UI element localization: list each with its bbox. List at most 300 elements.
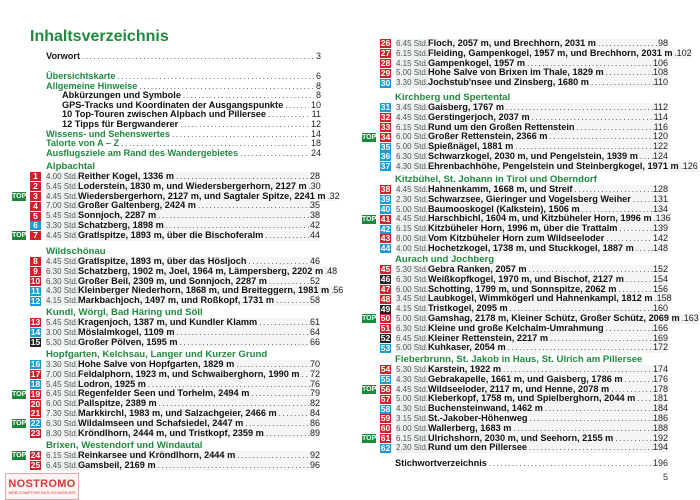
section-heading: Hopfgarten, Kelchsau, Langer und Kurzer Grund bbox=[46, 349, 268, 360]
tour-duration: 4.30 Std. bbox=[46, 286, 79, 296]
intro-label: Wissens- und Sehenswertes bbox=[46, 128, 170, 139]
dot-leader bbox=[489, 459, 651, 469]
top-tour-badge: TOP bbox=[362, 385, 377, 393]
tour-page: 172 bbox=[652, 342, 668, 353]
tour-title: Spießnägel, 1881 m bbox=[428, 141, 514, 152]
tour-duration: 6.15 Std. bbox=[396, 224, 429, 234]
dot-leader bbox=[277, 409, 310, 419]
tour-title: Wildalmseen und Schafsiedel, 2447 m bbox=[78, 417, 244, 428]
tour-title: Kröndlhorn, 2444 m, und Tristkopf, 2359 m bbox=[78, 427, 264, 438]
intro-label: Abkürzungen und Symbole bbox=[62, 90, 181, 101]
tour-title: Reinkarsee und Kröndlhorn, 2444 m bbox=[78, 450, 236, 460]
tour-number-badge: 4 bbox=[30, 202, 41, 211]
tour-title: Harschbichl, 1604 m, und Kitzbüheler Horn, 1996 m bbox=[428, 213, 652, 224]
tour-title: Kragenjoch, 1387 m, und Kundler Klamm bbox=[78, 317, 258, 327]
toc-entry[interactable] bbox=[361, 78, 668, 88]
tour-duration: 6.30 Std. bbox=[46, 276, 79, 286]
tour-number-badge: 16 bbox=[30, 359, 41, 370]
tour-title: Kleine und große Kelchalm-Umrahmung bbox=[428, 322, 604, 333]
toc-entry[interactable] bbox=[361, 343, 668, 353]
top-tour-badge: TOP bbox=[12, 192, 27, 200]
tour-title: Markbachjoch, 1497 m, und Roßkopf, 1731 m bbox=[78, 295, 275, 306]
dot-leader bbox=[180, 120, 309, 130]
dot-leader bbox=[543, 404, 653, 414]
tour-duration: 2.30 Std. bbox=[396, 443, 429, 453]
dot-leader bbox=[235, 451, 310, 461]
tour-number-badge: 24 bbox=[30, 450, 41, 461]
tour-duration: 4.00 Std. bbox=[46, 172, 79, 181]
top-tour-badge: TOP bbox=[12, 420, 27, 428]
dot-leader bbox=[623, 375, 653, 385]
tour-duration: 3.00 Std. bbox=[46, 327, 79, 337]
tour-title: Kleinberger Niederhorn, 1868 m, und Breiteggern, 1981 m bbox=[78, 285, 330, 296]
tour-title: Baumooskogel (Kalkstein), 1506 m bbox=[428, 203, 580, 214]
dot-leader bbox=[300, 370, 310, 380]
tour-page: 134 bbox=[652, 203, 668, 214]
index-page: 196 bbox=[652, 458, 668, 468]
tour-title: Sonnjoch, 2287 m bbox=[78, 210, 157, 221]
tour-duration: 6.15 Std. bbox=[396, 122, 429, 132]
tour-title: Wiedersbergerhorn, 2127 m, und Sagtaler Spitze, 2241 m bbox=[78, 190, 326, 201]
page-number: 5 bbox=[662, 472, 668, 482]
intro-entry[interactable] bbox=[46, 52, 321, 62]
tour-page: 156 bbox=[652, 283, 668, 294]
intro-page: 14 bbox=[310, 128, 321, 139]
tour-title: Gamsbeil, 2169 m bbox=[78, 459, 156, 470]
tour-number-badge: 7 bbox=[30, 231, 41, 240]
watermark-name: NOSTROMO bbox=[8, 478, 76, 490]
tour-number-badge: 51 bbox=[380, 323, 391, 334]
intro-page: 3 bbox=[315, 51, 321, 61]
tour-page: 112 bbox=[653, 102, 668, 112]
tour-title: Wallerberg, 1683 m bbox=[428, 422, 512, 433]
tour-title: Gaisberg, 1767 m bbox=[428, 102, 505, 112]
tour-number-badge: 26 bbox=[380, 38, 391, 49]
tour-duration: 5.30 Std. bbox=[396, 365, 429, 374]
toc-section bbox=[11, 246, 344, 306]
dot-leader bbox=[249, 389, 310, 399]
intro-page: 12 bbox=[310, 119, 321, 129]
tour-number-badge: 29 bbox=[380, 67, 391, 78]
toc-section bbox=[11, 440, 320, 471]
toc-entry[interactable] bbox=[11, 338, 320, 348]
tour-title: Karstein, 1922 m bbox=[428, 364, 502, 374]
tour-title: Reither Kogel, 1336 m bbox=[78, 171, 174, 181]
dot-leader bbox=[548, 334, 653, 344]
tour-duration: 5.30 Std. bbox=[46, 337, 79, 347]
section-heading: Brixen, Westendorf und Windautal bbox=[46, 440, 203, 451]
tour-duration: 6.00 Std. bbox=[46, 399, 79, 409]
toc-entry[interactable] bbox=[11, 370, 320, 380]
tour-duration: 7.00 Std. bbox=[46, 369, 79, 379]
tour-page: 72 bbox=[309, 368, 320, 379]
tour-page: 89 bbox=[309, 427, 320, 438]
tour-title: Gratlspitze, 1893 m, über das Hösljoch bbox=[78, 256, 247, 266]
intro-label: 10 Top-Touren zwischen Alpbach und Pillersee bbox=[62, 109, 267, 120]
tour-number-badge: 28 bbox=[380, 57, 391, 68]
tour-duration: 3.45 Std. bbox=[396, 294, 429, 304]
tour-number-badge: 31 bbox=[380, 102, 391, 113]
dot-leader bbox=[156, 461, 310, 471]
tour-duration: 6.45 Std. bbox=[46, 460, 79, 470]
tour-duration: 6.30 Std. bbox=[396, 151, 429, 161]
tour-page: 82 bbox=[309, 398, 320, 409]
tour-title: Vom Kitzbüheler Horn zum Wildseeloder bbox=[428, 232, 605, 243]
tour-duration: 6.00 Std. bbox=[396, 423, 429, 433]
tour-page: 108 bbox=[652, 67, 668, 78]
tour-page: 186 bbox=[652, 412, 668, 423]
tour-number-badge: 59 bbox=[380, 413, 391, 424]
tour-duration: 5.00 Std. bbox=[396, 204, 429, 214]
tour-title: Möslalmkogel, 1109 m bbox=[78, 326, 175, 337]
toc-entry[interactable] bbox=[361, 132, 668, 142]
tour-page: 166 bbox=[652, 322, 668, 333]
tour-page: 28 bbox=[309, 171, 320, 181]
tour-title: Kitzbüheler Horn, 1996 m, über die Trattalm bbox=[428, 223, 618, 234]
tour-page: 114 bbox=[653, 111, 668, 122]
page-title: Inhaltsverzeichnis bbox=[30, 28, 169, 45]
toc-entry[interactable] bbox=[11, 201, 320, 211]
tour-duration: 4.30 Std. bbox=[396, 404, 429, 414]
tour-title: Schatzberg, 1902 m, Joel, 1964 m, Lämpersberg, 2202 m bbox=[78, 265, 324, 276]
dot-leader bbox=[635, 394, 653, 404]
tour-title: Gamshag, 2178 m, Kleiner Schütz, Großer Schütz, 2069 m bbox=[428, 312, 680, 323]
tour-duration: 5.00 Std. bbox=[396, 343, 429, 353]
dot-leader bbox=[268, 110, 310, 120]
tour-duration: 5.45 Std. bbox=[46, 181, 79, 191]
tour-duration: 5.45 Std. bbox=[46, 318, 79, 327]
tour-duration: 6.30 Std. bbox=[396, 274, 429, 284]
tour-page: 160 bbox=[652, 303, 668, 314]
dot-leader bbox=[285, 101, 309, 111]
tour-title: Floch, 2057 m, und Brechhorn, 2031 m bbox=[428, 38, 596, 48]
intro-label: Talorte von A – Z bbox=[46, 138, 120, 149]
tour-duration: 4.15 Std. bbox=[396, 58, 429, 68]
tour-number-badge: 48 bbox=[380, 293, 391, 304]
intro-page: 8 bbox=[315, 90, 321, 101]
tour-page: 174 bbox=[652, 364, 668, 374]
tour-duration: 4.45 Std. bbox=[46, 257, 79, 266]
tour-number-badge: 55 bbox=[380, 374, 391, 385]
toc-entry[interactable] bbox=[11, 389, 320, 399]
tour-number-badge: 47 bbox=[380, 283, 391, 294]
tour-page: 116 bbox=[653, 121, 668, 132]
tour-page: 122 bbox=[652, 141, 668, 152]
tour-page: 178 bbox=[652, 383, 668, 394]
dot-leader bbox=[264, 429, 310, 439]
tour-title: Kleberkopf, 1758 m, und Spielberghorn, 2044 m bbox=[428, 393, 636, 404]
dot-leader bbox=[178, 338, 310, 348]
tour-title: Schwarzsee, Gieringer und Vogelsberg Weiher bbox=[428, 193, 631, 204]
section-heading: Aurach und Jochberg bbox=[395, 254, 495, 265]
tour-number-badge: 15 bbox=[30, 336, 41, 347]
tour-page: 98 bbox=[657, 38, 668, 48]
tour-page: 64 bbox=[309, 326, 320, 337]
toc-entry[interactable] bbox=[11, 231, 320, 241]
dot-leader bbox=[547, 132, 652, 142]
toc-entry[interactable] bbox=[11, 461, 320, 471]
tour-number-badge: 25 bbox=[30, 460, 41, 471]
tour-duration: 5.00 Std. bbox=[396, 313, 429, 323]
tour-duration: 6.15 Std. bbox=[46, 451, 79, 460]
tour-number-badge: 38 bbox=[380, 184, 391, 195]
tour-duration: 6.30 Std. bbox=[396, 323, 429, 333]
tour-number-badge: 49 bbox=[380, 303, 391, 314]
tour-number-badge: 35 bbox=[380, 141, 391, 152]
tour-number-badge: 37 bbox=[380, 161, 391, 172]
index-entry[interactable] bbox=[395, 459, 668, 469]
toc-entry[interactable] bbox=[361, 443, 668, 453]
tour-duration: 5.00 Std. bbox=[396, 394, 429, 404]
tour-page: 131 bbox=[652, 193, 668, 204]
tour-number-badge: 52 bbox=[380, 332, 391, 343]
tour-page: 76 bbox=[309, 378, 320, 389]
tour-duration: 3.30 Std. bbox=[46, 360, 79, 369]
dot-leader bbox=[117, 72, 314, 82]
tour-title: Jochstub'nsee und Zinsberg, 1680 m bbox=[428, 77, 589, 88]
tour-number-badge: 21 bbox=[30, 408, 41, 419]
intro-label: Ausflugsziele am Rand des Wandergebietes bbox=[46, 147, 239, 158]
tour-page: 61 bbox=[309, 317, 320, 327]
tour-duration: 4.45 Std. bbox=[46, 191, 79, 201]
tour-page: 124 bbox=[652, 150, 668, 161]
section-heading: Alpbachtal bbox=[46, 161, 96, 172]
intro-label: 12 Tipps für Bergwanderer bbox=[62, 119, 179, 129]
dot-leader bbox=[257, 318, 310, 328]
tour-number-badge: 42 bbox=[380, 223, 391, 234]
tour-duration: 4.00 Std. bbox=[396, 243, 429, 253]
tour-duration: 3.30 Std. bbox=[396, 78, 429, 88]
tour-title: Weißkopfkogel, 1970 m, und Bischof, 2127 m bbox=[428, 273, 624, 284]
tour-page: 30 bbox=[310, 180, 321, 191]
tour-title: Schwarzkogel, 2030 m, und Pengelstein, 1939 m bbox=[428, 150, 638, 161]
top-tour-badge: TOP bbox=[362, 133, 377, 141]
toc-entry[interactable] bbox=[11, 451, 320, 461]
tour-number-badge: 40 bbox=[380, 203, 391, 214]
tour-number-badge: 46 bbox=[380, 274, 391, 285]
tour-page: 181 bbox=[652, 393, 668, 404]
tour-duration: 3.30 Std. bbox=[46, 220, 79, 230]
tour-number-badge: 43 bbox=[380, 233, 391, 244]
tour-page: 110 bbox=[653, 77, 668, 88]
tour-page: 38 bbox=[309, 210, 320, 221]
tour-number-badge: 22 bbox=[30, 418, 41, 429]
tour-number-badge: 39 bbox=[380, 194, 391, 205]
dot-leader bbox=[274, 296, 310, 306]
tour-duration: 5.00 Std. bbox=[396, 142, 429, 152]
top-tour-badge: TOP bbox=[12, 390, 27, 398]
tour-duration: 5.45 Std. bbox=[46, 211, 79, 221]
tour-number-badge: 61 bbox=[380, 432, 391, 443]
tour-number-badge: 11 bbox=[31, 285, 40, 296]
tour-number-badge: 50 bbox=[380, 313, 391, 324]
tour-title: Gebrakapelle, 1661 m, und Gaisberg, 1786 m bbox=[428, 373, 623, 384]
tour-title: Schatzberg, 1898 m bbox=[78, 219, 164, 230]
tour-page: 70 bbox=[309, 359, 320, 369]
tour-title: Hochetzkogel, 1738 m, und Stuckkogel, 1887 m bbox=[428, 242, 634, 253]
tour-page: 52 bbox=[309, 275, 320, 286]
tour-duration: 6.00 Std. bbox=[396, 284, 429, 294]
dot-leader bbox=[613, 434, 653, 444]
tour-number-badge: 41 bbox=[380, 213, 391, 224]
tour-duration: 4.15 Std. bbox=[46, 296, 79, 306]
toc-entry[interactable] bbox=[361, 293, 672, 304]
tour-number-badge: 56 bbox=[380, 383, 391, 394]
index-label: Stichwortverzeichnis bbox=[395, 458, 487, 468]
tour-page: 184 bbox=[652, 403, 668, 414]
tour-page: 188 bbox=[652, 422, 668, 433]
dot-leader bbox=[263, 231, 310, 241]
tour-duration: 4.45 Std. bbox=[46, 230, 79, 240]
dot-leader bbox=[527, 443, 653, 453]
toc-section bbox=[361, 174, 671, 254]
tour-page: 84 bbox=[309, 407, 320, 418]
tour-page: 106 bbox=[652, 57, 668, 68]
tour-number-badge: 36 bbox=[380, 151, 391, 162]
toc-section bbox=[11, 349, 320, 438]
tour-title: Rund um den Großen Rettenstein bbox=[428, 121, 575, 132]
toc-section bbox=[361, 254, 699, 353]
tour-number-badge: 17 bbox=[30, 369, 41, 380]
dot-leader bbox=[156, 211, 310, 221]
tour-duration: 4.30 Std. bbox=[396, 374, 429, 384]
tour-number-badge: 18 bbox=[30, 378, 41, 389]
tour-number-badge: 12 bbox=[30, 295, 41, 306]
tour-number-badge: 13 bbox=[30, 317, 41, 328]
toc-entry[interactable] bbox=[361, 244, 668, 254]
tour-number-badge: 45 bbox=[380, 264, 391, 275]
tour-page: 142 bbox=[652, 232, 668, 243]
dot-leader bbox=[172, 130, 309, 140]
tour-page: 154 bbox=[652, 273, 668, 284]
intro-page: 6 bbox=[315, 71, 321, 81]
intro-page: 18 bbox=[310, 138, 321, 149]
tour-duration: 4.45 Std. bbox=[396, 214, 429, 224]
tour-page: 58 bbox=[309, 295, 320, 306]
tour-page: 136 bbox=[655, 213, 671, 224]
tour-title: Hohe Salve von Hopfgarten, 1829 m bbox=[78, 359, 235, 369]
tour-title: Kuhkaser, 2054 m bbox=[428, 342, 506, 353]
tour-page: 194 bbox=[652, 442, 668, 453]
tour-duration: 4.45 Std. bbox=[396, 112, 429, 122]
tour-duration: 4.30 Std. bbox=[396, 161, 429, 171]
tour-page: 102 bbox=[676, 47, 692, 58]
tour-page: 56 bbox=[333, 285, 344, 296]
tour-page: 139 bbox=[652, 223, 668, 234]
toc-entry[interactable] bbox=[11, 211, 320, 221]
tour-number-badge: 58 bbox=[380, 403, 391, 414]
tour-title: Loderstein, 1830 m, und Wiedersbergerhorn, 2127 m bbox=[78, 180, 307, 191]
tour-duration: 4.45 Std. bbox=[396, 185, 429, 194]
toc-section bbox=[361, 354, 668, 453]
tour-duration: 3.45 Std. bbox=[396, 103, 429, 112]
tour-title: Feldalphorn, 1923 m, und Schwaiberghorn, 1990 m bbox=[78, 368, 300, 379]
section-heading: Fieberbrunn, St. Jakob in Haus, St. Ulrich am Pillersee bbox=[395, 354, 643, 365]
intro-page: 10 bbox=[310, 99, 321, 110]
tour-duration: 6.30 Std. bbox=[46, 266, 79, 276]
toc-section-continued bbox=[361, 38, 692, 88]
toc-entry[interactable] bbox=[361, 334, 668, 344]
tour-number-badge: 62 bbox=[380, 442, 391, 453]
dot-leader bbox=[240, 149, 309, 159]
toc-entry[interactable] bbox=[361, 160, 698, 172]
section-heading: Kitzbühel, St. Johann in Tirol und Oberndorf bbox=[395, 174, 597, 185]
tour-page: 66 bbox=[309, 336, 320, 347]
section-heading: Wildschönau bbox=[46, 246, 106, 257]
tour-number-badge: 27 bbox=[380, 48, 391, 59]
dot-leader bbox=[506, 343, 653, 353]
tour-number-badge: 60 bbox=[380, 423, 391, 434]
tour-page: 92 bbox=[309, 450, 320, 460]
tour-number-badge: 33 bbox=[380, 121, 391, 132]
tour-number-badge: 54 bbox=[380, 364, 391, 375]
top-tour-badge: TOP bbox=[12, 452, 27, 460]
tour-title: Gebra Ranken, 2057 m bbox=[428, 264, 527, 274]
top-tour-badge: TOP bbox=[362, 215, 377, 223]
tour-number-badge: 53 bbox=[380, 342, 391, 353]
toc-section bbox=[11, 307, 320, 347]
tour-number-badge: 32 bbox=[380, 112, 391, 123]
dot-leader bbox=[575, 123, 654, 133]
intro-label: Vorwort bbox=[46, 51, 81, 61]
tour-number-badge: 3 bbox=[30, 192, 41, 201]
dot-leader bbox=[196, 201, 310, 211]
tour-title: Großer Rettenstein, 2366 m bbox=[428, 131, 548, 142]
tour-page: 163 bbox=[683, 312, 699, 323]
tour-page: 42 bbox=[309, 219, 320, 230]
tour-page: 126 bbox=[682, 160, 698, 171]
tour-title: Regenfelder Seen und Torhelm, 2494 m bbox=[78, 388, 250, 399]
tour-page: 46 bbox=[309, 256, 320, 266]
tour-number-badge: 9 bbox=[30, 267, 41, 276]
intro-entry[interactable] bbox=[46, 149, 321, 159]
tour-duration: 5.00 Std. bbox=[396, 68, 429, 78]
tour-number-badge: 30 bbox=[380, 77, 391, 88]
tour-duration: 8.00 Std. bbox=[396, 233, 429, 243]
tour-duration: 7.00 Std. bbox=[46, 201, 79, 211]
tour-duration: 6.45 Std. bbox=[396, 333, 429, 343]
tour-title: Wildseeloder, 2117 m, und Henne, 2078 m bbox=[428, 383, 610, 394]
tour-title: Gerstingerjoch, 2037 m bbox=[428, 111, 530, 122]
toc-entry[interactable] bbox=[361, 414, 668, 424]
dot-leader bbox=[604, 324, 653, 334]
tour-duration: 8.30 Std. bbox=[46, 428, 79, 438]
tour-title: Schotting, 1799 m, und Sonnspitze, 2062 m bbox=[428, 283, 617, 294]
section-heading: Kirchberg und Spertental bbox=[395, 92, 511, 103]
tour-page: 152 bbox=[652, 264, 668, 274]
toc-entry[interactable] bbox=[11, 296, 320, 306]
tour-duration: 6.30 Std. bbox=[46, 418, 79, 428]
intro-label: GPS-Tracks und Koordinaten der Ausgangspunkte bbox=[62, 99, 284, 110]
tour-title: Großer Pölven, 1595 m bbox=[78, 336, 178, 347]
tour-title: Tristkogel, 2095 m bbox=[428, 303, 508, 314]
tour-title: Buchensteinwand, 1462 m bbox=[428, 403, 543, 414]
toc-entry[interactable] bbox=[11, 429, 320, 439]
tour-title: Großer Beil, 2309 m, und Sonnjoch, 2287 m bbox=[78, 275, 267, 286]
tour-title: Markkirchl, 1983 m, und Salzachgeier, 2466 m bbox=[78, 407, 277, 418]
tour-title: Hohe Salve von Brixen im Thale, 1829 m bbox=[428, 67, 604, 78]
tour-title: Rund um den Pillersee bbox=[428, 442, 528, 453]
tour-page: 192 bbox=[652, 432, 668, 443]
tour-page: 176 bbox=[652, 373, 668, 384]
watermark-logo bbox=[5, 473, 79, 500]
tour-title: Laubkogel, Wimmkögerl und Hahnenkampl, 1812 m bbox=[428, 293, 653, 304]
tour-duration: 7.30 Std. bbox=[46, 408, 79, 418]
tour-title: Gratlspitze, 1893 m, über die Bischoferalm bbox=[78, 229, 264, 240]
tour-page: 169 bbox=[652, 332, 668, 343]
tour-page: 120 bbox=[652, 131, 668, 142]
dot-leader bbox=[589, 78, 654, 88]
